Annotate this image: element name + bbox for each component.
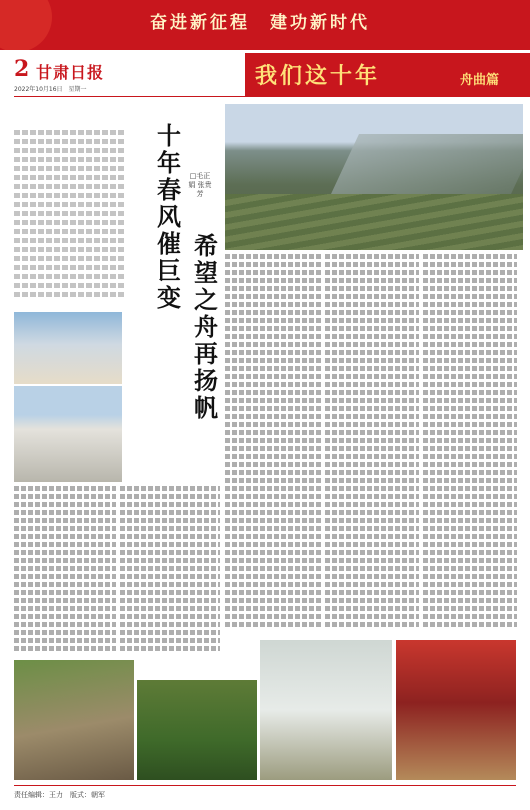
- text-line: [423, 406, 517, 411]
- text-line: [423, 462, 517, 467]
- text-line: [225, 470, 321, 475]
- text-line: [225, 294, 321, 299]
- text-line: [423, 430, 517, 435]
- text-line: [325, 614, 419, 619]
- text-line: [14, 486, 116, 491]
- text-line: [423, 310, 517, 315]
- text-line: [14, 622, 116, 627]
- text-line: [225, 430, 321, 435]
- text-line: [120, 502, 220, 507]
- text-column-lower-1: [14, 486, 116, 654]
- text-line: [120, 638, 220, 643]
- text-line: [325, 398, 419, 403]
- text-line: [325, 502, 419, 507]
- text-line: [225, 558, 321, 563]
- text-line: [325, 550, 419, 555]
- text-line: [225, 302, 321, 307]
- text-line: [225, 254, 321, 259]
- text-line: [423, 582, 517, 587]
- text-line: [325, 422, 419, 427]
- text-line: [325, 558, 419, 563]
- text-line: [120, 494, 220, 499]
- market-street-photo: [14, 312, 122, 384]
- text-line: [225, 326, 321, 331]
- text-line: [325, 582, 419, 587]
- text-line: [225, 366, 321, 371]
- text-line: [423, 302, 517, 307]
- town-buildings-photo: [14, 386, 122, 482]
- banner-slogan: 奋进新征程 建功新时代: [150, 13, 370, 33]
- text-line: [325, 518, 419, 523]
- text-line: [14, 558, 116, 563]
- text-line: [325, 374, 419, 379]
- text-line: [325, 470, 419, 475]
- text-line: [325, 278, 419, 283]
- text-line: [423, 622, 517, 627]
- text-line: [325, 366, 419, 371]
- text-line: [14, 582, 116, 587]
- text-line: [225, 566, 321, 571]
- text-line: [14, 550, 116, 555]
- text-line: [120, 646, 220, 651]
- text-line: [325, 606, 419, 611]
- text-line: [325, 462, 419, 467]
- text-line: [423, 342, 517, 347]
- page-number: 2: [14, 56, 30, 82]
- text-line: [423, 486, 517, 491]
- text-line: [325, 526, 419, 531]
- text-line: [120, 622, 220, 627]
- text-line: [225, 270, 321, 275]
- text-line: [423, 566, 517, 571]
- text-column-2: [325, 254, 419, 634]
- text-line: [325, 334, 419, 339]
- text-line: [423, 470, 517, 475]
- text-line: [225, 358, 321, 363]
- text-line: [423, 382, 517, 387]
- text-line: [225, 310, 321, 315]
- text-line: [325, 270, 419, 275]
- header-rule: [14, 96, 516, 97]
- text-line: [423, 334, 517, 339]
- text-line: [14, 590, 116, 595]
- text-line: [225, 406, 321, 411]
- text-line: [423, 438, 517, 443]
- text-line: [325, 286, 419, 291]
- text-line: [325, 414, 419, 419]
- headline-part2: 希望之舟再扬帆: [194, 231, 218, 422]
- text-line: [14, 494, 116, 499]
- text-line: [325, 534, 419, 539]
- text-line: [225, 598, 321, 603]
- text-line: [120, 542, 220, 547]
- party-emblem-icon: [0, 0, 52, 50]
- text-line: [423, 502, 517, 507]
- text-line: [423, 598, 517, 603]
- text-line: [225, 278, 321, 283]
- vegetable-field-photo: [137, 680, 257, 780]
- text-line: [14, 510, 116, 515]
- text-line: [423, 390, 517, 395]
- text-line: [325, 494, 419, 499]
- top-banner: [0, 0, 530, 50]
- text-line: [120, 558, 220, 563]
- text-line: [225, 502, 321, 507]
- text-line: [225, 262, 321, 267]
- text-line: [423, 358, 517, 363]
- text-line: [423, 574, 517, 579]
- text-line: [423, 478, 517, 483]
- text-line: [120, 574, 220, 579]
- footer-rule: [14, 785, 516, 786]
- text-line: [325, 590, 419, 595]
- text-line: [423, 270, 517, 275]
- text-line: [225, 494, 321, 499]
- text-line: [423, 318, 517, 323]
- text-line: [325, 326, 419, 331]
- text-line: [120, 486, 220, 491]
- text-line: [325, 598, 419, 603]
- text-line: [225, 534, 321, 539]
- text-line: [225, 550, 321, 555]
- text-line: [423, 550, 517, 555]
- text-line: [423, 526, 517, 531]
- text-line: [14, 534, 116, 539]
- text-line: [423, 422, 517, 427]
- village-stairs-photo: [14, 660, 134, 780]
- text-line: [423, 446, 517, 451]
- text-line: [325, 486, 419, 491]
- text-line: [423, 518, 517, 523]
- byline: □毛正娟 张贵芳: [188, 172, 212, 198]
- text-line: [225, 350, 321, 355]
- text-line: [325, 294, 419, 299]
- text-line: [325, 622, 419, 627]
- text-line: [423, 614, 517, 619]
- text-line: [225, 478, 321, 483]
- text-line: [325, 430, 419, 435]
- text-line: [423, 558, 517, 563]
- text-line: [325, 574, 419, 579]
- text-line: [325, 390, 419, 395]
- text-line: [325, 318, 419, 323]
- workshop-photo: [260, 640, 392, 780]
- text-line: [225, 286, 321, 291]
- text-line: [325, 446, 419, 451]
- text-line: [423, 254, 517, 259]
- text-line: [14, 542, 116, 547]
- text-line: [225, 582, 321, 587]
- text-line: [120, 534, 220, 539]
- text-column-lower-2: [120, 486, 220, 654]
- terraced-fields: [225, 194, 523, 250]
- text-line: [325, 262, 419, 267]
- text-line: [120, 590, 220, 595]
- text-line: [225, 446, 321, 451]
- text-line: [225, 574, 321, 579]
- text-line: [325, 406, 419, 411]
- date-line: 2022年10月16日 星期一: [14, 86, 87, 93]
- text-line: [423, 294, 517, 299]
- text-line: [325, 438, 419, 443]
- text-line: [325, 254, 419, 259]
- text-line: [120, 630, 220, 635]
- text-line: [423, 262, 517, 267]
- editor-credit: 责任编辑：王力 版式：朝军: [14, 791, 105, 799]
- text-line: [423, 542, 517, 547]
- text-line: [225, 414, 321, 419]
- text-line: [325, 566, 419, 571]
- text-line: [120, 614, 220, 619]
- mountain-village-photo: [225, 104, 523, 250]
- text-line: [14, 574, 116, 579]
- text-line: [14, 614, 116, 619]
- text-line: [423, 398, 517, 403]
- text-line: [423, 414, 517, 419]
- lantern-street-photo: [396, 640, 516, 780]
- text-line: [423, 510, 517, 515]
- text-line: [14, 646, 116, 651]
- text-line: [225, 606, 321, 611]
- text-line: [225, 622, 321, 627]
- text-line: [225, 398, 321, 403]
- text-line: [225, 614, 321, 619]
- text-line: [225, 374, 321, 379]
- text-line: [120, 518, 220, 523]
- text-line: [120, 582, 220, 587]
- text-line: [423, 454, 517, 459]
- text-line: [225, 438, 321, 443]
- headline-part1: 十年春风催巨变: [157, 121, 181, 312]
- text-line: [225, 542, 321, 547]
- text-line: [14, 518, 116, 523]
- text-line: [423, 278, 517, 283]
- text-line: [225, 454, 321, 459]
- text-line: [423, 606, 517, 611]
- text-line: [423, 326, 517, 331]
- paper-name: 甘肃日报: [36, 63, 105, 82]
- text-column-1: [225, 254, 321, 634]
- text-line: [225, 462, 321, 467]
- text-line: [225, 486, 321, 491]
- column-header: [245, 53, 530, 97]
- text-line: [423, 494, 517, 499]
- editor-note-block: [14, 130, 124, 310]
- text-line: [423, 366, 517, 371]
- text-line: [14, 606, 116, 611]
- masthead: [14, 56, 244, 82]
- text-line: [423, 286, 517, 291]
- text-line: [325, 358, 419, 363]
- text-line: [325, 302, 419, 307]
- text-line: [225, 318, 321, 323]
- text-line: [14, 566, 116, 571]
- text-line: [120, 510, 220, 515]
- text-line: [120, 606, 220, 611]
- text-line: [120, 526, 220, 531]
- text-line: [14, 638, 116, 643]
- text-line: [423, 350, 517, 355]
- text-line: [325, 382, 419, 387]
- text-line: [14, 598, 116, 603]
- text-line: [325, 478, 419, 483]
- text-line: [225, 390, 321, 395]
- text-line: [225, 422, 321, 427]
- text-line: [325, 510, 419, 515]
- column-title: 我们这十年: [255, 64, 381, 89]
- text-line: [325, 350, 419, 355]
- text-line: [225, 342, 321, 347]
- text-line: [225, 334, 321, 339]
- text-column-3: [423, 254, 517, 634]
- text-line: [225, 382, 321, 387]
- text-line: [423, 374, 517, 379]
- text-line: [225, 518, 321, 523]
- text-line: [225, 590, 321, 595]
- text-line: [325, 342, 419, 347]
- text-line: [14, 630, 116, 635]
- mountain-ridge: [331, 134, 523, 194]
- text-line: [120, 550, 220, 555]
- text-line: [325, 542, 419, 547]
- text-line: [325, 310, 419, 315]
- text-line: [423, 590, 517, 595]
- text-line: [225, 510, 321, 515]
- text-line: [14, 502, 116, 507]
- column-subtitle: 舟曲篇: [460, 73, 500, 88]
- text-line: [120, 566, 220, 571]
- text-line: [423, 534, 517, 539]
- text-line: [14, 526, 116, 531]
- text-line: [120, 598, 220, 603]
- text-line: [325, 454, 419, 459]
- text-line: [225, 526, 321, 531]
